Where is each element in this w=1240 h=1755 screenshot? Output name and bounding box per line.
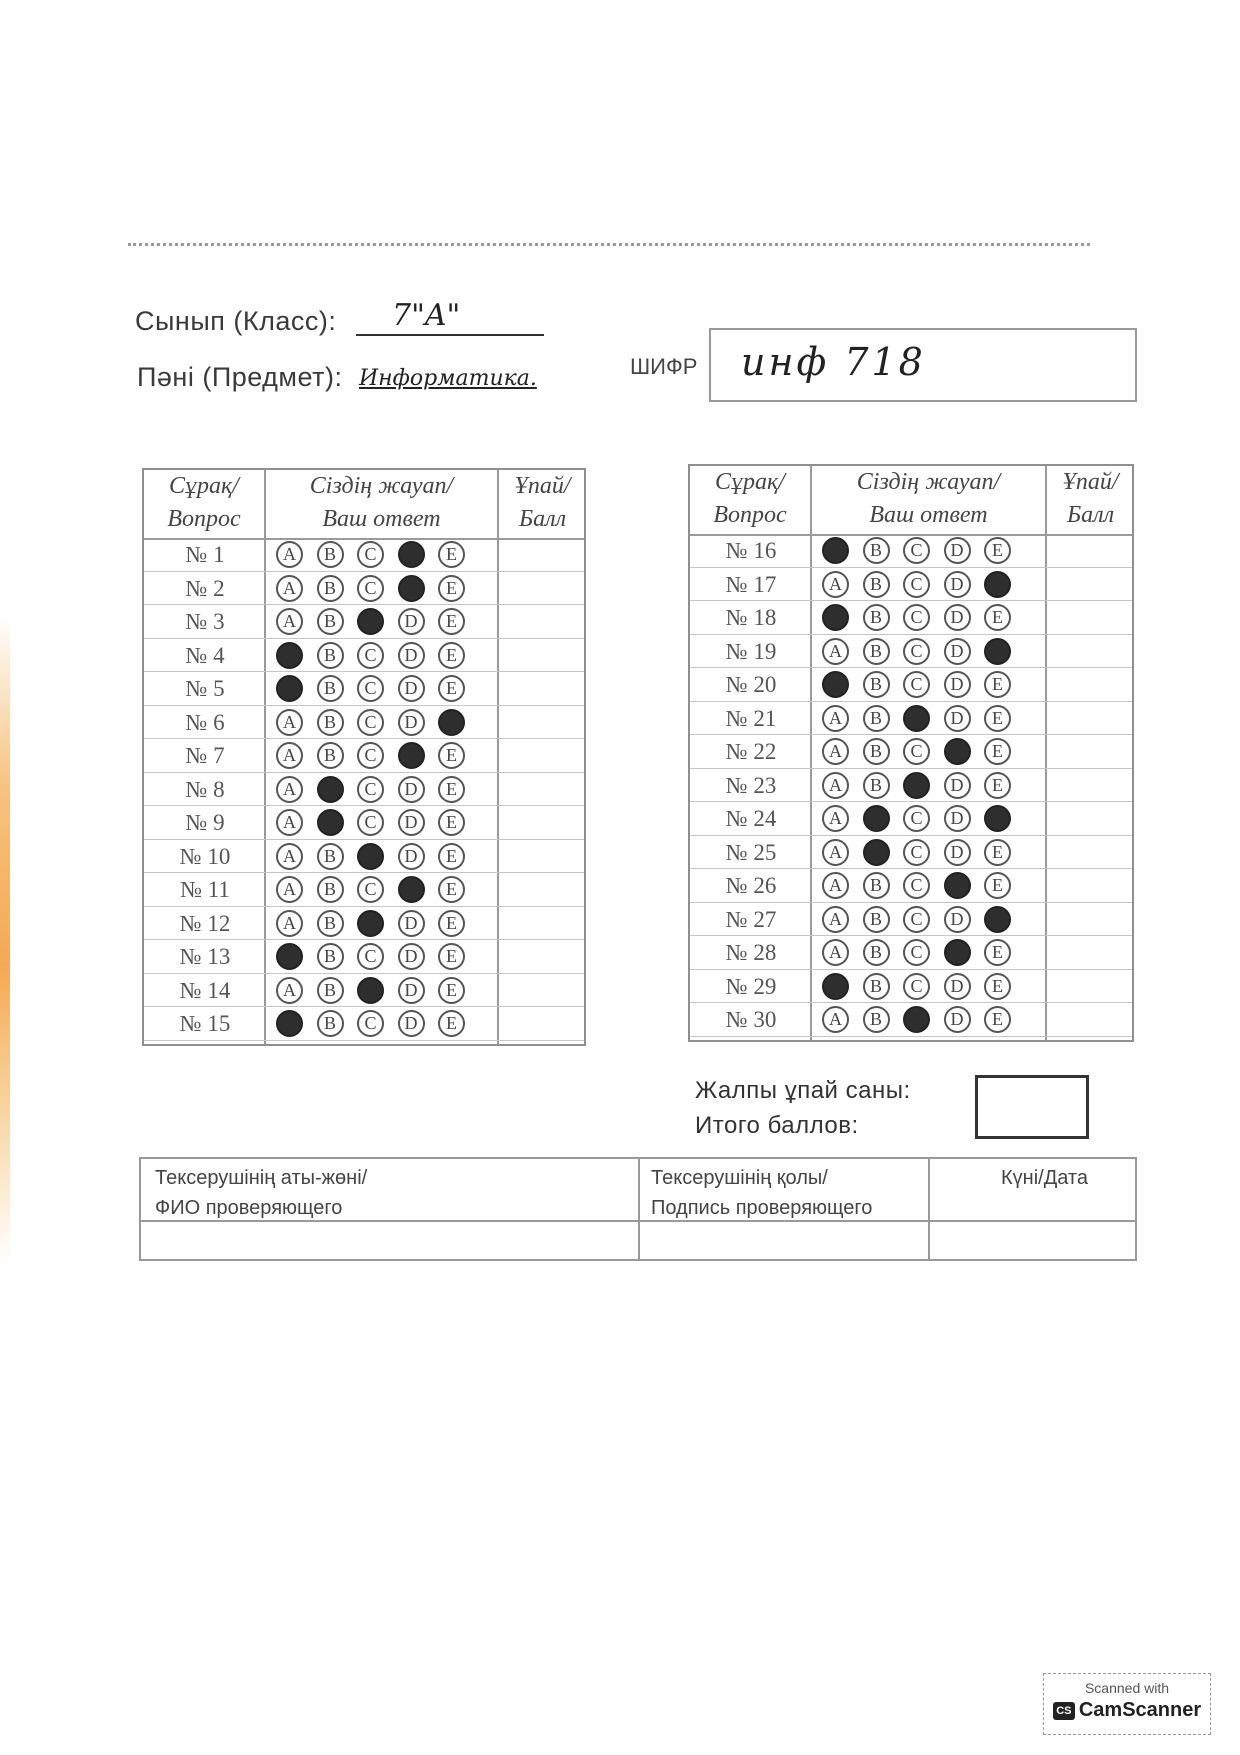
option-bubble-e[interactable]: E xyxy=(438,541,465,568)
option-bubble-c[interactable]: C xyxy=(357,608,384,635)
score-cell[interactable] xyxy=(497,806,584,840)
header-question: Сұрақ/ Вопрос xyxy=(713,469,787,528)
option-bubble-e[interactable]: E xyxy=(438,608,465,635)
score-cell[interactable] xyxy=(497,639,584,673)
question-row xyxy=(144,605,584,639)
option-bubble-b[interactable]: B xyxy=(317,675,344,702)
question-number: № 16 xyxy=(725,538,777,563)
question-row xyxy=(144,639,584,673)
option-bubble-d[interactable]: D xyxy=(398,977,425,1004)
score-cell[interactable] xyxy=(497,672,584,706)
answer-options xyxy=(266,806,499,840)
option-bubble-e[interactable]: E xyxy=(984,571,1011,598)
option-bubble-d[interactable]: D xyxy=(944,839,971,866)
option-bubble-a[interactable]: A xyxy=(822,671,849,698)
option-bubble-b[interactable]: B xyxy=(863,872,890,899)
option-bubble-c[interactable]: C xyxy=(903,537,930,564)
score-cell[interactable] xyxy=(497,840,584,874)
question-number: № 24 xyxy=(725,806,777,831)
option-bubble-c[interactable]: C xyxy=(357,675,384,702)
answer-sheet-right xyxy=(688,464,1134,1042)
total-score-box[interactable] xyxy=(975,1075,1089,1139)
option-bubble-b[interactable]: B xyxy=(863,671,890,698)
score-cell[interactable] xyxy=(1045,970,1132,1004)
answer-options xyxy=(266,739,499,773)
score-cell[interactable] xyxy=(1045,534,1132,568)
answer-options xyxy=(812,769,1045,803)
option-bubble-c[interactable]: C xyxy=(903,604,930,631)
answer-options xyxy=(812,1003,1045,1037)
question-number: № 11 xyxy=(180,877,230,902)
answer-options xyxy=(812,903,1045,937)
option-bubble-b[interactable]: B xyxy=(863,973,890,1000)
option-bubble-c[interactable]: C xyxy=(357,541,384,568)
question-number: № 1 xyxy=(185,542,225,567)
option-bubble-a[interactable]: A xyxy=(276,809,303,836)
reviewer-table xyxy=(139,1157,1137,1261)
option-bubble-e[interactable]: E xyxy=(438,1010,465,1037)
option-bubble-a[interactable]: A xyxy=(276,876,303,903)
option-bubble-a[interactable]: A xyxy=(276,776,303,803)
question-number: № 3 xyxy=(185,609,225,634)
option-bubble-c[interactable]: C xyxy=(357,843,384,870)
question-row xyxy=(690,769,1132,803)
question-row xyxy=(690,668,1132,702)
option-bubble-b[interactable]: B xyxy=(863,705,890,732)
option-bubble-e[interactable]: E xyxy=(438,809,465,836)
subject-value: Информатика. xyxy=(359,366,537,391)
option-bubble-e[interactable]: E xyxy=(438,876,465,903)
question-row xyxy=(690,1003,1132,1037)
option-bubble-c[interactable]: C xyxy=(903,705,930,732)
option-bubble-b[interactable]: B xyxy=(317,876,344,903)
option-bubble-d[interactable]: D xyxy=(398,943,425,970)
option-bubble-d[interactable]: D xyxy=(944,604,971,631)
option-bubble-a[interactable]: A xyxy=(822,738,849,765)
option-bubble-d[interactable]: D xyxy=(398,809,425,836)
option-bubble-a[interactable]: A xyxy=(822,638,849,665)
option-bubble-d[interactable]: D xyxy=(944,537,971,564)
class-value: 7"A" xyxy=(392,298,461,333)
answer-options xyxy=(266,940,499,974)
option-bubble-e[interactable]: E xyxy=(984,638,1011,665)
option-bubble-d[interactable]: D xyxy=(398,910,425,937)
score-cell[interactable] xyxy=(497,1007,584,1041)
answer-options xyxy=(266,873,499,907)
page-edge-shadow xyxy=(0,0,10,1755)
score-cell[interactable] xyxy=(497,974,584,1008)
cipher-box xyxy=(709,328,1137,402)
question-row xyxy=(144,940,584,974)
score-cell[interactable] xyxy=(497,572,584,606)
option-bubble-d[interactable]: D xyxy=(398,1010,425,1037)
score-cell[interactable] xyxy=(497,538,584,572)
answer-options xyxy=(266,1007,499,1041)
option-bubble-b[interactable]: B xyxy=(863,537,890,564)
answer-options xyxy=(266,706,499,740)
option-bubble-c[interactable]: C xyxy=(903,638,930,665)
answer-options xyxy=(812,836,1045,870)
option-bubble-d[interactable]: D xyxy=(944,671,971,698)
answer-options xyxy=(266,672,499,706)
option-bubble-e[interactable]: E xyxy=(438,910,465,937)
option-bubble-a[interactable]: A xyxy=(276,977,303,1004)
option-bubble-d[interactable]: D xyxy=(944,705,971,732)
option-bubble-b[interactable]: B xyxy=(317,1010,344,1037)
option-bubble-d[interactable]: D xyxy=(944,906,971,933)
header-score: Ұпай/ Балл xyxy=(1062,469,1119,528)
option-bubble-c[interactable]: C xyxy=(357,910,384,937)
score-cell[interactable] xyxy=(1045,903,1132,937)
question-row xyxy=(690,802,1132,836)
option-bubble-a[interactable]: A xyxy=(822,1006,849,1033)
answer-options xyxy=(266,538,499,572)
question-row xyxy=(690,836,1132,870)
score-cell[interactable] xyxy=(497,706,584,740)
header-answer: Сіздің жауап/ Ваш ответ xyxy=(856,469,1001,528)
option-bubble-a[interactable]: A xyxy=(822,805,849,832)
option-bubble-b[interactable]: B xyxy=(863,772,890,799)
score-cell[interactable] xyxy=(1045,802,1132,836)
option-bubble-e[interactable]: E xyxy=(984,537,1011,564)
answer-options xyxy=(812,802,1045,836)
option-bubble-d[interactable]: D xyxy=(398,642,425,669)
option-bubble-b[interactable]: B xyxy=(863,805,890,832)
option-bubble-c[interactable]: C xyxy=(357,709,384,736)
question-row xyxy=(690,869,1132,903)
question-number: № 23 xyxy=(725,772,777,798)
question-number: № 15 xyxy=(179,1011,231,1036)
answer-options xyxy=(812,869,1045,903)
option-bubble-b[interactable]: B xyxy=(863,1006,890,1033)
option-bubble-d[interactable]: D xyxy=(944,638,971,665)
question-number: № 10 xyxy=(179,843,231,869)
answer-options xyxy=(266,572,499,606)
question-row xyxy=(144,739,584,773)
option-bubble-e[interactable]: E xyxy=(438,843,465,870)
question-row xyxy=(690,735,1132,769)
option-bubble-c[interactable]: C xyxy=(357,943,384,970)
option-bubble-a[interactable]: A xyxy=(822,705,849,732)
option-bubble-e[interactable]: E xyxy=(438,776,465,803)
question-row xyxy=(144,907,584,941)
option-bubble-a[interactable]: A xyxy=(276,541,303,568)
date-header: Күні/Дата xyxy=(1001,1167,1088,1189)
answer-options xyxy=(812,735,1045,769)
option-bubble-e[interactable]: E xyxy=(984,604,1011,631)
option-bubble-e[interactable]: E xyxy=(984,906,1011,933)
question-row xyxy=(144,773,584,807)
option-bubble-e[interactable]: E xyxy=(984,705,1011,732)
score-cell[interactable] xyxy=(1045,1003,1132,1037)
option-bubble-a[interactable]: A xyxy=(276,742,303,769)
total-label: Жалпы ұпай саны: Итого баллов: xyxy=(695,1077,911,1139)
option-bubble-d[interactable]: D xyxy=(944,872,971,899)
score-cell[interactable] xyxy=(1045,769,1132,803)
option-bubble-d[interactable]: D xyxy=(398,776,425,803)
class-underline xyxy=(356,334,544,336)
option-bubble-d[interactable]: D xyxy=(398,541,425,568)
option-bubble-a[interactable]: A xyxy=(822,939,849,966)
option-bubble-d[interactable]: D xyxy=(944,805,971,832)
question-row xyxy=(690,534,1132,568)
answer-options xyxy=(812,601,1045,635)
option-bubble-b[interactable]: B xyxy=(317,608,344,635)
option-bubble-c[interactable]: C xyxy=(903,671,930,698)
option-bubble-a[interactable]: A xyxy=(276,608,303,635)
cut-line xyxy=(128,243,1090,246)
option-bubble-c[interactable]: C xyxy=(903,805,930,832)
question-number: № 2 xyxy=(185,575,225,601)
option-bubble-e[interactable]: E xyxy=(438,977,465,1004)
option-bubble-a[interactable]: A xyxy=(276,709,303,736)
option-bubble-c[interactable]: C xyxy=(903,872,930,899)
option-bubble-e[interactable]: E xyxy=(984,839,1011,866)
question-row xyxy=(144,1007,584,1041)
option-bubble-b[interactable]: B xyxy=(317,575,344,602)
option-bubble-d[interactable]: D xyxy=(398,843,425,870)
question-row xyxy=(144,538,584,572)
score-cell[interactable] xyxy=(497,940,584,974)
option-bubble-b[interactable]: B xyxy=(317,709,344,736)
question-row xyxy=(144,840,584,874)
score-cell[interactable] xyxy=(1045,836,1132,870)
option-bubble-e[interactable]: E xyxy=(438,943,465,970)
option-bubble-b[interactable]: B xyxy=(317,776,344,803)
option-bubble-e[interactable]: E xyxy=(984,772,1011,799)
answer-options xyxy=(266,773,499,807)
question-number: № 25 xyxy=(725,839,777,865)
header-score: Ұпай/ Балл xyxy=(514,473,571,532)
answer-options xyxy=(266,639,499,673)
answer-options xyxy=(266,974,499,1008)
question-number: № 28 xyxy=(725,940,777,965)
option-bubble-b[interactable]: B xyxy=(863,604,890,631)
question-row xyxy=(690,903,1132,937)
question-number: № 19 xyxy=(725,638,777,664)
answer-options xyxy=(812,635,1045,669)
reviewer-name-header: Тексерушінің аты-жөні/ ФИО проверяющего xyxy=(155,1167,368,1219)
answer-options xyxy=(266,907,499,941)
question-number: № 17 xyxy=(725,571,777,597)
question-row xyxy=(690,601,1132,635)
option-bubble-b[interactable]: B xyxy=(317,809,344,836)
option-bubble-c[interactable]: C xyxy=(357,742,384,769)
question-number: № 22 xyxy=(725,739,777,764)
score-cell[interactable] xyxy=(497,873,584,907)
option-bubble-e[interactable]: E xyxy=(438,709,465,736)
option-bubble-b[interactable]: B xyxy=(863,906,890,933)
header-answer: Сіздің жауап/ Ваш ответ xyxy=(309,473,454,532)
option-bubble-b[interactable]: B xyxy=(863,638,890,665)
option-bubble-a[interactable]: A xyxy=(822,604,849,631)
option-bubble-e[interactable]: E xyxy=(984,872,1011,899)
option-bubble-a[interactable]: A xyxy=(276,642,303,669)
camscanner-watermark: Scanned with CS CamScanner xyxy=(1043,1673,1211,1735)
option-bubble-b[interactable]: B xyxy=(317,943,344,970)
option-bubble-b[interactable]: B xyxy=(317,910,344,937)
answer-options xyxy=(812,702,1045,736)
question-number: № 26 xyxy=(725,873,777,898)
option-bubble-d[interactable]: D xyxy=(398,575,425,602)
option-bubble-b[interactable]: B xyxy=(317,843,344,870)
score-cell[interactable] xyxy=(497,739,584,773)
option-bubble-a[interactable]: A xyxy=(822,772,849,799)
class-label: Сынып (Класс): xyxy=(135,306,337,336)
option-bubble-a[interactable]: A xyxy=(276,943,303,970)
option-bubble-a[interactable]: A xyxy=(822,537,849,564)
option-bubble-b[interactable]: B xyxy=(863,738,890,765)
answer-options xyxy=(812,936,1045,970)
option-bubble-c[interactable]: C xyxy=(903,939,930,966)
reviewer-signature-field[interactable] xyxy=(640,1222,928,1259)
option-bubble-c[interactable]: C xyxy=(357,876,384,903)
option-bubble-a[interactable]: A xyxy=(276,1010,303,1037)
option-bubble-d[interactable]: D xyxy=(398,608,425,635)
option-bubble-a[interactable]: A xyxy=(276,843,303,870)
option-bubble-e[interactable]: E xyxy=(984,805,1011,832)
cipher-label: ШИФР xyxy=(630,354,698,379)
option-bubble-e[interactable]: E xyxy=(984,738,1011,765)
question-number: № 8 xyxy=(185,776,225,802)
option-bubble-c[interactable]: C xyxy=(357,575,384,602)
question-row xyxy=(144,706,584,740)
score-cell[interactable] xyxy=(497,605,584,639)
option-bubble-b[interactable]: B xyxy=(317,977,344,1004)
option-bubble-b[interactable]: B xyxy=(317,642,344,669)
question-row xyxy=(144,672,584,706)
question-number: № 30 xyxy=(725,1007,777,1032)
question-number: № 21 xyxy=(725,705,777,731)
answer-options xyxy=(812,668,1045,702)
option-bubble-d[interactable]: D xyxy=(944,1006,971,1033)
answer-options xyxy=(266,840,499,874)
option-bubble-e[interactable]: E xyxy=(438,642,465,669)
score-cell[interactable] xyxy=(1045,635,1132,669)
option-bubble-c[interactable]: C xyxy=(903,738,930,765)
score-cell[interactable] xyxy=(1045,936,1132,970)
question-row xyxy=(144,873,584,907)
option-bubble-e[interactable]: E xyxy=(984,973,1011,1000)
option-bubble-b[interactable]: B xyxy=(863,939,890,966)
option-bubble-b[interactable]: B xyxy=(317,541,344,568)
option-bubble-e[interactable]: E xyxy=(438,575,465,602)
question-number: № 20 xyxy=(725,672,777,697)
option-bubble-e[interactable]: E xyxy=(438,742,465,769)
option-bubble-a[interactable]: A xyxy=(822,973,849,1000)
option-bubble-e[interactable]: E xyxy=(438,675,465,702)
option-bubble-c[interactable]: C xyxy=(357,809,384,836)
option-bubble-a[interactable]: A xyxy=(822,839,849,866)
date-field[interactable] xyxy=(930,1222,1135,1259)
question-row xyxy=(690,970,1132,1004)
option-bubble-a[interactable]: A xyxy=(822,571,849,598)
question-number: № 9 xyxy=(185,810,225,835)
option-bubble-a[interactable]: A xyxy=(822,872,849,899)
header-question: Сұрақ/ Вопрос xyxy=(167,473,241,532)
option-bubble-c[interactable]: C xyxy=(903,973,930,1000)
option-bubble-d[interactable]: D xyxy=(398,675,425,702)
question-row xyxy=(144,806,584,840)
option-bubble-d[interactable]: D xyxy=(398,876,425,903)
question-number: № 18 xyxy=(725,605,777,630)
option-bubble-a[interactable]: A xyxy=(822,906,849,933)
option-bubble-e[interactable]: E xyxy=(984,939,1011,966)
score-cell[interactable] xyxy=(1045,702,1132,736)
option-bubble-a[interactable]: A xyxy=(276,910,303,937)
question-row xyxy=(690,702,1132,736)
option-bubble-b[interactable]: B xyxy=(863,839,890,866)
option-bubble-d[interactable]: D xyxy=(944,772,971,799)
question-number: № 5 xyxy=(185,676,225,701)
option-bubble-c[interactable]: C xyxy=(903,839,930,866)
question-number: № 7 xyxy=(185,743,225,768)
option-bubble-c[interactable]: C xyxy=(903,906,930,933)
question-number: № 4 xyxy=(185,642,225,668)
question-row xyxy=(144,572,584,606)
option-bubble-d[interactable]: D xyxy=(398,742,425,769)
question-row xyxy=(690,635,1132,669)
answer-options xyxy=(812,534,1045,568)
question-row xyxy=(690,936,1132,970)
score-cell[interactable] xyxy=(1045,735,1132,769)
question-number: № 12 xyxy=(179,910,231,936)
question-number: № 14 xyxy=(179,977,231,1003)
option-bubble-c[interactable]: C xyxy=(357,642,384,669)
option-bubble-d[interactable]: D xyxy=(944,738,971,765)
answer-options xyxy=(266,605,499,639)
reviewer-name-field[interactable] xyxy=(141,1222,638,1259)
score-cell[interactable] xyxy=(1045,869,1132,903)
score-cell[interactable] xyxy=(497,773,584,807)
cipher-value: инф 718 xyxy=(741,340,926,384)
score-cell[interactable] xyxy=(497,907,584,941)
question-row xyxy=(690,568,1132,602)
option-bubble-c[interactable]: C xyxy=(903,1006,930,1033)
reviewer-signature-header: Тексерушінің қолы/ Подпись проверяющего xyxy=(651,1167,873,1219)
question-number: № 13 xyxy=(179,944,231,969)
option-bubble-a[interactable]: A xyxy=(276,675,303,702)
option-bubble-d[interactable]: D xyxy=(944,973,971,1000)
subject-label: Пәні (Предмет): xyxy=(137,362,343,392)
question-number: № 6 xyxy=(185,709,225,735)
option-bubble-c[interactable]: C xyxy=(903,571,930,598)
option-bubble-b[interactable]: B xyxy=(863,571,890,598)
option-bubble-c[interactable]: C xyxy=(903,772,930,799)
option-bubble-e[interactable]: E xyxy=(984,1006,1011,1033)
score-cell[interactable] xyxy=(1045,601,1132,635)
option-bubble-c[interactable]: C xyxy=(357,977,384,1004)
option-bubble-c[interactable]: C xyxy=(357,1010,384,1037)
question-number: № 27 xyxy=(725,906,777,932)
answer-options xyxy=(812,970,1045,1004)
option-bubble-b[interactable]: B xyxy=(317,742,344,769)
option-bubble-e[interactable]: E xyxy=(984,671,1011,698)
score-cell[interactable] xyxy=(1045,568,1132,602)
question-row xyxy=(144,974,584,1008)
question-number: № 29 xyxy=(725,973,777,999)
camscanner-logo-icon: CS xyxy=(1053,1702,1075,1720)
option-bubble-c[interactable]: C xyxy=(357,776,384,803)
option-bubble-d[interactable]: D xyxy=(944,939,971,966)
option-bubble-a[interactable]: A xyxy=(276,575,303,602)
score-cell[interactable] xyxy=(1045,668,1132,702)
option-bubble-d[interactable]: D xyxy=(944,571,971,598)
option-bubble-d[interactable]: D xyxy=(398,709,425,736)
answer-options xyxy=(812,568,1045,602)
answer-sheet-left xyxy=(142,468,586,1046)
